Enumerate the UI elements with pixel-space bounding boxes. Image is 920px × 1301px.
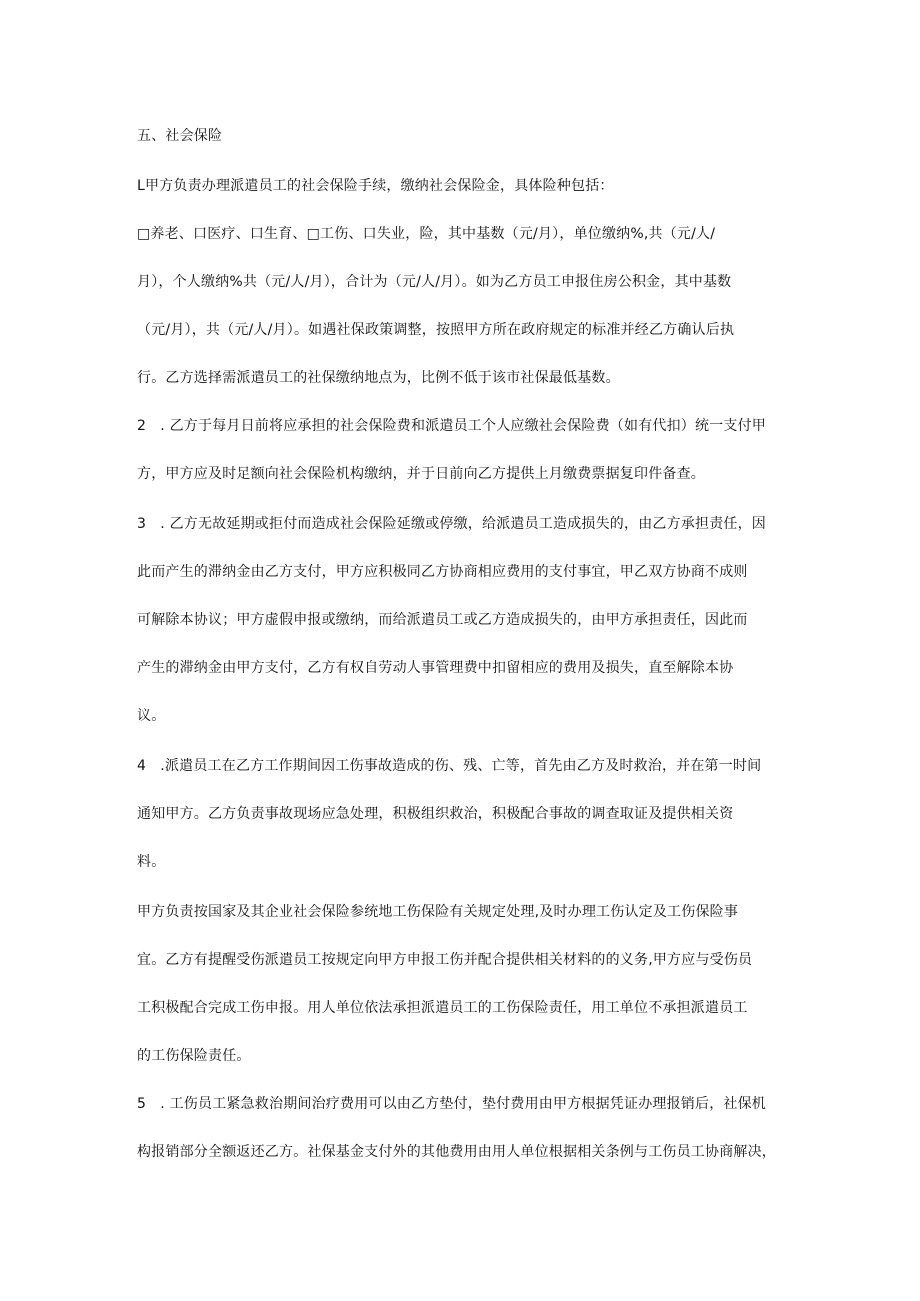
clause-3-line-1: 3 . 乙方无故延期或拒付而造成社会保险延缴或停缴，给派遣员工造成损失的，由乙方承担责任，因 bbox=[137, 516, 767, 532]
clause-3-line-3: 可解除本协议；甲方虚假申报或缴纳，而给派遣员工或乙方造成损失的，由甲方承担责任，因此而 bbox=[137, 612, 748, 628]
clause-4b-line-1: 甲方负责按国家及其企业社会保险参统地工伤保险有关规定处理,及时办理工伤认定及工伤保险事 bbox=[137, 904, 739, 920]
clause-1-line-1: L甲方负责办理派遣员工的社会保险手续，缴纳社会保险金，具体险种包括： bbox=[137, 178, 614, 194]
clause-1-line-4: （元/月），共（元/人/月）。如遇社保政策调整，按照甲方所在政府规定的标准并经乙方确认后执 bbox=[137, 322, 735, 338]
clause-4b-line-2: 宜。乙方有提醒受伤派遣员工按规定向甲方申报工伤并配合提供相关材料的的义务,甲方应与受伤员 bbox=[137, 952, 753, 968]
clause-1-line-3: 月），个人缴纳%共（元/人/月），合计为（元/人/月）。如为乙方员工申报住房公积金，其中基数 bbox=[137, 274, 732, 290]
clause-4-line-3: 料。 bbox=[137, 854, 166, 870]
clause-5-line-2: 构报销部分全额返还乙方。社保基金支付外的其他费用由用人单位根据相关条例与工伤员工协商解决， bbox=[137, 1144, 776, 1160]
section-heading: 五、社会保险 bbox=[137, 128, 223, 144]
clause-4b-line-4: 的工伤保险责任。 bbox=[137, 1048, 251, 1064]
clause-4-line-1: 4 .派遣员工在乙方工作期间因工伤事故造成的伤、残、亡等，首先由乙方及时救治，并在第一时间 bbox=[137, 758, 762, 774]
clause-1-line-5: 行。乙方选择需派遣员工的社保缴纳地点为，比例不低于该市社保最低基数。 bbox=[137, 370, 620, 386]
clause-3-line-4: 产生的滞纳金由甲方支付，乙方有权自劳动人事管理费中扣留相应的费用及损失，直至解除本协 bbox=[137, 660, 734, 676]
clause-2-line-2: 方，甲方应及时足额向社会保险机构缴纳，并于日前向乙方提供上月缴费票据复印件备查。 bbox=[137, 466, 705, 482]
clause-4b-line-3: 工积极配合完成工伤申报。用人单位依法承担派遣员工的工伤保险责任，用工单位不承担派遣员工 bbox=[137, 1000, 748, 1016]
clause-4-line-2: 通知甲方。乙方负责事故现场应急处理，积极组织救治，积极配合事故的调查取证及提供相关资 bbox=[137, 806, 734, 822]
clause-2-line-1: 2 . 乙方于每月日前将应承担的社会保险费和派遣员工个人应缴社会保险费（如有代扣）统一支付甲 bbox=[137, 418, 767, 434]
clause-3-line-5: 议。 bbox=[137, 708, 166, 724]
clause-5-line-1: 5 . 工伤员工紧急救治期间治疗费用可以由乙方垫付，垫付费用由甲方根据凭证办理报销后，社保机 bbox=[137, 1096, 767, 1112]
clause-3-line-2: 此而产生的滞纳金由乙方支付，甲方应积极同乙方协商相应费用的支付事宜，甲乙双方协商不成则 bbox=[137, 564, 748, 580]
clause-1-line-2: □养老、口医疗、口生育、□工伤、口失业，险，其中基数（元/月），单位缴纳%,共（元/人/ bbox=[137, 226, 716, 242]
